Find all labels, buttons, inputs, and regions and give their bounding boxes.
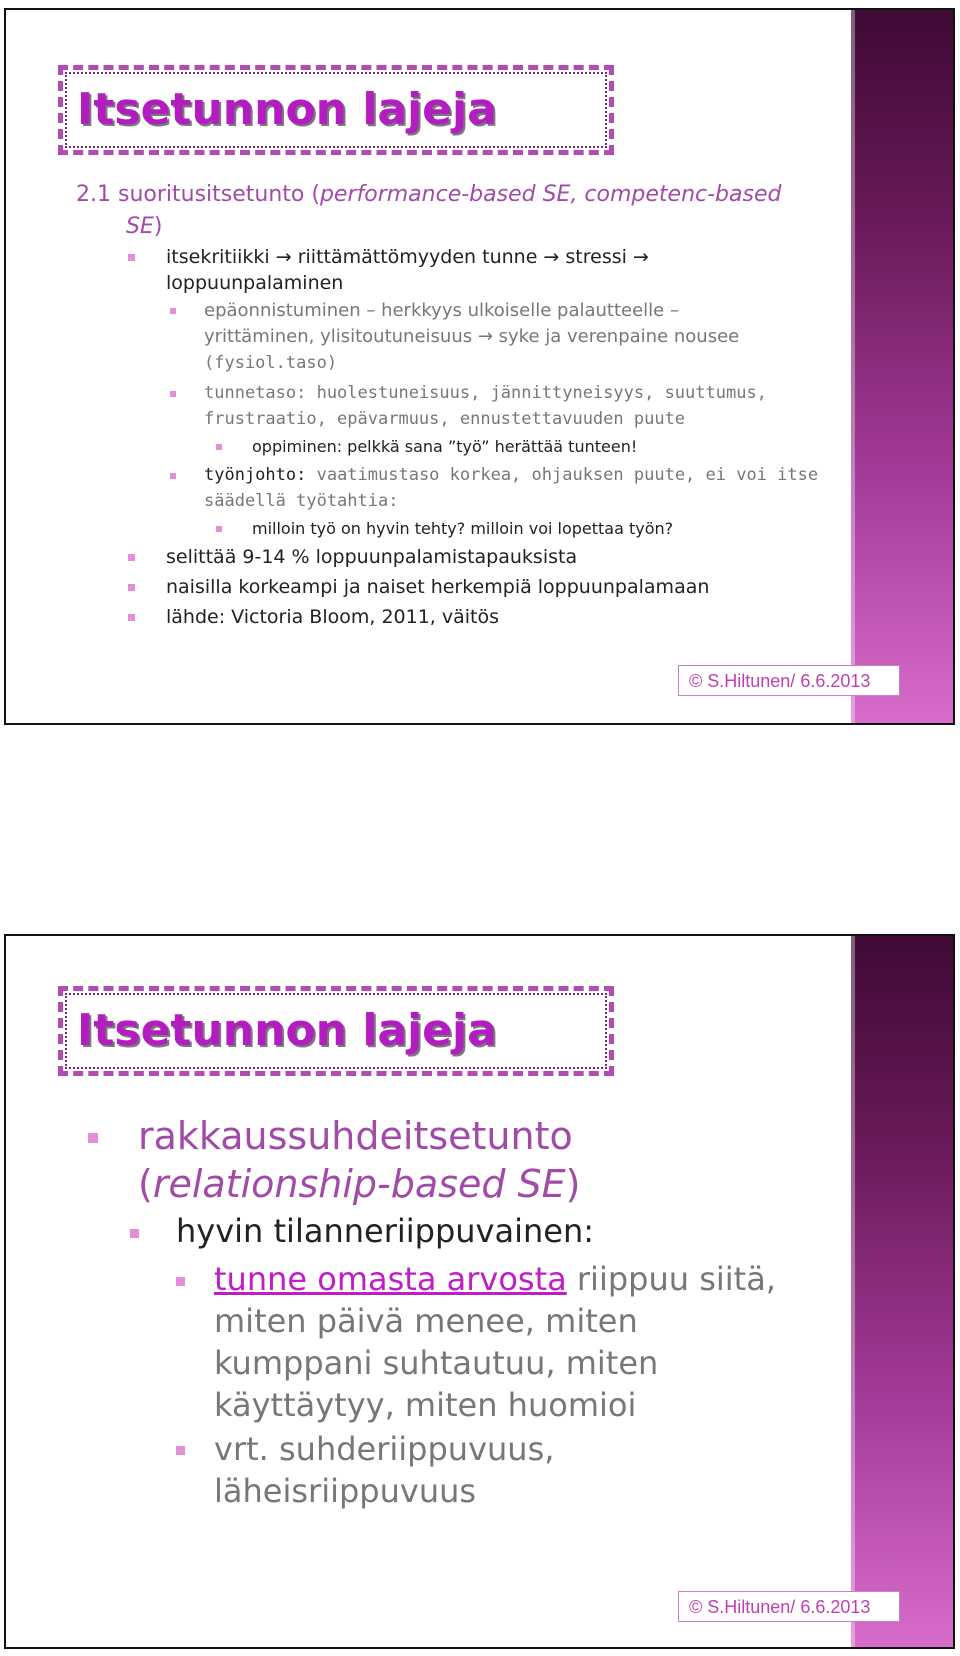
list-item-text: riippuu siitä,: [566, 1260, 776, 1298]
list-item-cont: käyttäytyy, miten huomioi: [214, 1386, 637, 1424]
bullet-icon: [128, 254, 135, 261]
list-item-cont: säädellä työtahtia:: [204, 491, 399, 511]
list-item: rakkaussuhdeitsetunto: [138, 1114, 573, 1158]
bullet-icon: [88, 1133, 98, 1143]
slide-title: Itsetunnon lajeja: [77, 84, 497, 135]
bullet-icon: [176, 1277, 185, 1286]
list-item-cont: frustraatio, epävarmuus, ennustettavuuden puute: [204, 409, 686, 429]
list-item: hyvin tilanneriippuvainen:: [176, 1212, 594, 1250]
heading-line: [76, 182, 781, 207]
slide-2: [4, 934, 955, 1649]
bullet-icon: [128, 584, 135, 591]
bullet-icon: [128, 554, 135, 561]
list-item: itsekritiikki → riittämättömyyden tunne → stressi →: [166, 246, 649, 268]
bullet-icon: [170, 391, 176, 397]
decorative-sidebar: [851, 936, 953, 1647]
list-item: oppiminen: pelkkä sana ”työ” herättää tunteen!: [252, 437, 638, 456]
bullet-icon: [216, 526, 222, 532]
slide-1: [4, 8, 955, 725]
bullet-icon: [170, 473, 176, 479]
list-item-italic: relationship-based SE: [152, 1162, 566, 1206]
list-item: selittää 9-14 % loppuunpalamistapauksista: [166, 546, 578, 568]
list-item: vrt. suhderiippuvuus,: [214, 1430, 555, 1468]
list-item-cont: loppuunpalaminen: [166, 272, 344, 294]
heading-text-2: ): [153, 214, 163, 239]
list-item-cont: (fysiol.taso): [204, 353, 338, 373]
decorative-sidebar: [851, 10, 953, 723]
list-item: epäonnistuminen – herkkyys ulkoiselle palautteelle –: [204, 300, 679, 321]
title-frame: [58, 986, 614, 1076]
bullet-icon: [130, 1229, 139, 1238]
list-item-cont: läheisriippuvuus: [214, 1472, 477, 1510]
bullet-icon: [128, 614, 135, 621]
list-item: milloin työ on hyvin tehty? milloin voi lopettaa työn?: [252, 519, 674, 538]
paren-open: (: [138, 1162, 153, 1206]
paren-close: ): [565, 1162, 581, 1206]
list-item: tunnetaso: huolestuneisuus, jännittyneisyys, suuttumus,: [204, 383, 767, 403]
bullet-icon: [216, 444, 222, 450]
copyright-footer: © S.Hiltunen/ 6.6.2013: [678, 1591, 900, 1622]
list-item-text: vaatimustaso korkea, ohjauksen puute, ei voi itse: [306, 465, 819, 485]
bullet-icon: [176, 1446, 185, 1455]
title-frame: [58, 65, 614, 155]
list-item-cont: kumppani suhtautuu, miten: [214, 1344, 659, 1382]
heading-line-2: [126, 214, 162, 239]
list-item-cont: yrittäminen, ylisitoutuneisuus → syke ja verenpaine nousee: [204, 326, 740, 347]
list-item-label: työnjohto:: [204, 465, 307, 485]
highlight-link[interactable]: tunne omasta arvosta: [214, 1260, 567, 1298]
heading-text: 2.1 suoritusitsetunto (: [76, 182, 320, 207]
list-item: [204, 465, 818, 485]
list-item-cont: miten päivä menee, miten: [214, 1302, 638, 1340]
heading-italic: performance-based SE, competenc-based: [319, 182, 782, 207]
slide-title: Itsetunnon lajeja: [77, 1005, 497, 1056]
list-item: lähde: Victoria Bloom, 2011, väitös: [166, 606, 500, 628]
list-item: naisilla korkeampi ja naiset herkempiä loppuunpalamaan: [166, 576, 710, 598]
list-item-cont: [138, 1162, 580, 1206]
list-item: [214, 1260, 776, 1298]
copyright-footer: © S.Hiltunen/ 6.6.2013: [678, 665, 900, 696]
bullet-icon: [170, 308, 176, 314]
heading-italic-2: SE: [126, 214, 154, 239]
